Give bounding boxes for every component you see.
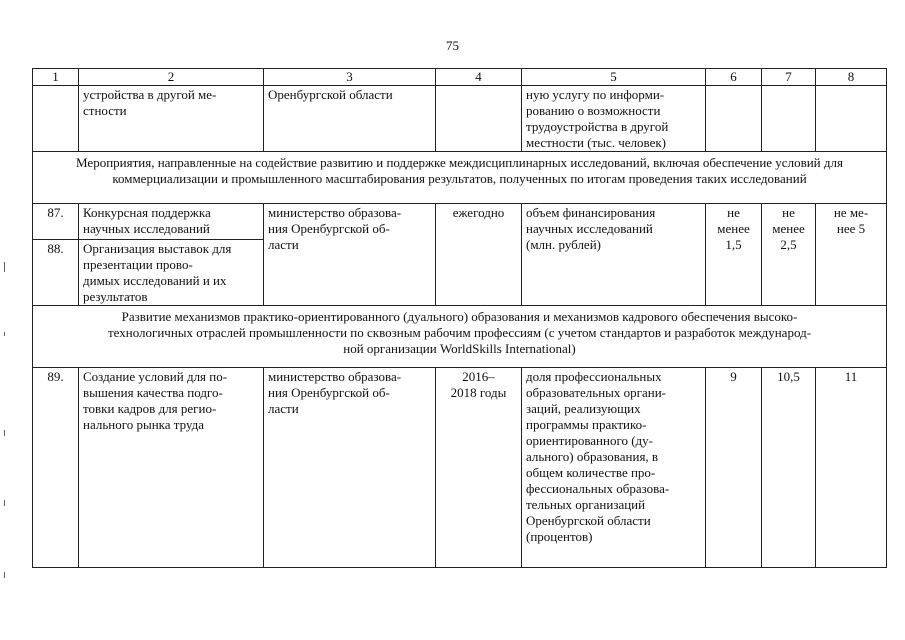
- section-heading: Развитие механизмов практико-ориентированного (дуального) образования и механизмов кадрового обеспечения высоко- технологичных отраслей промышленности по сквозным рабочим профессиям (с учетом стандартов и разработок международ- ной организации WorldSkills International): [33, 306, 887, 368]
- cell-value-8: 11: [816, 368, 887, 568]
- scan-margin-mark: [4, 262, 5, 272]
- scan-margin-mark: [4, 332, 5, 336]
- cell-value-6: [706, 86, 762, 152]
- page-number: 75: [446, 38, 459, 53]
- cell-term: ежегодно: [436, 204, 522, 306]
- scan-margin-mark: [4, 572, 5, 578]
- column-header: 8: [816, 69, 887, 86]
- column-number-row: [33, 69, 887, 86]
- cell-value-6: 9: [706, 368, 762, 568]
- column-header: 4: [436, 69, 522, 86]
- cell-name: Конкурсная поддержка научных исследований: [79, 204, 264, 240]
- continuation-row: [33, 86, 887, 152]
- scan-margin-mark: [4, 430, 5, 436]
- section-heading: Мероприятия, направленные на содействие развитию и поддержке междисциплинарных исследований, включая обеспечение условий для коммерциализации и промышленного масштабирования результатов, полученных по итогам проведения таких исследований: [33, 152, 887, 204]
- cell-term: [436, 86, 522, 152]
- cell-indicator: объем финансирования научных исследований (млн. рублей): [522, 204, 706, 306]
- table-row: [33, 368, 887, 568]
- cell-name: устройства в другой ме- стности: [79, 86, 264, 152]
- column-header: 1: [33, 69, 79, 86]
- cell-value-7: 10,5: [762, 368, 816, 568]
- section-heading-row: [33, 152, 887, 204]
- cell-number: [33, 86, 79, 152]
- cell-indicator: ную услугу по информи- рованию о возможности трудоустройства в другой местности (тыс. человек): [522, 86, 706, 152]
- table-row: [33, 204, 887, 240]
- column-header: 3: [264, 69, 436, 86]
- cell-value-8: [816, 86, 887, 152]
- cell-name: Создание условий для по- вышения качества подго- товки кадров для регио- нального рынка труда: [79, 368, 264, 568]
- measures-table: [32, 68, 887, 568]
- cell-executor: министерство образова- ния Оренбургской об- ласти: [264, 204, 436, 306]
- cell-term: 2016– 2018 годы: [436, 368, 522, 568]
- cell-indicator: доля профессиональных образовательных органи- заций, реализующих программы практико- ориентированного (ду- ального) образования, в общем количестве про- фессиональных образова- тельных организаций Оренбургской области (процентов): [522, 368, 706, 568]
- cell-value-7: [762, 86, 816, 152]
- cell-value-6: не менее 1,5: [706, 204, 762, 306]
- column-header: 2: [79, 69, 264, 86]
- scan-margin-mark: [4, 500, 5, 506]
- section-heading-row: [33, 306, 887, 368]
- cell-value-8: не ме- нее 5: [816, 204, 887, 306]
- column-header: 6: [706, 69, 762, 86]
- cell-executor: Оренбургской области: [264, 86, 436, 152]
- column-header: 7: [762, 69, 816, 86]
- column-header: 5: [522, 69, 706, 86]
- cell-number: 87.: [33, 204, 79, 240]
- cell-executor: министерство образова- ния Оренбургской об- ласти: [264, 368, 436, 568]
- cell-number: 88.: [33, 240, 79, 306]
- cell-name: Организация выставок для презентации прово- димых исследований и их результатов: [79, 240, 264, 306]
- cell-value-7: не менее 2,5: [762, 204, 816, 306]
- cell-number: 89.: [33, 368, 79, 568]
